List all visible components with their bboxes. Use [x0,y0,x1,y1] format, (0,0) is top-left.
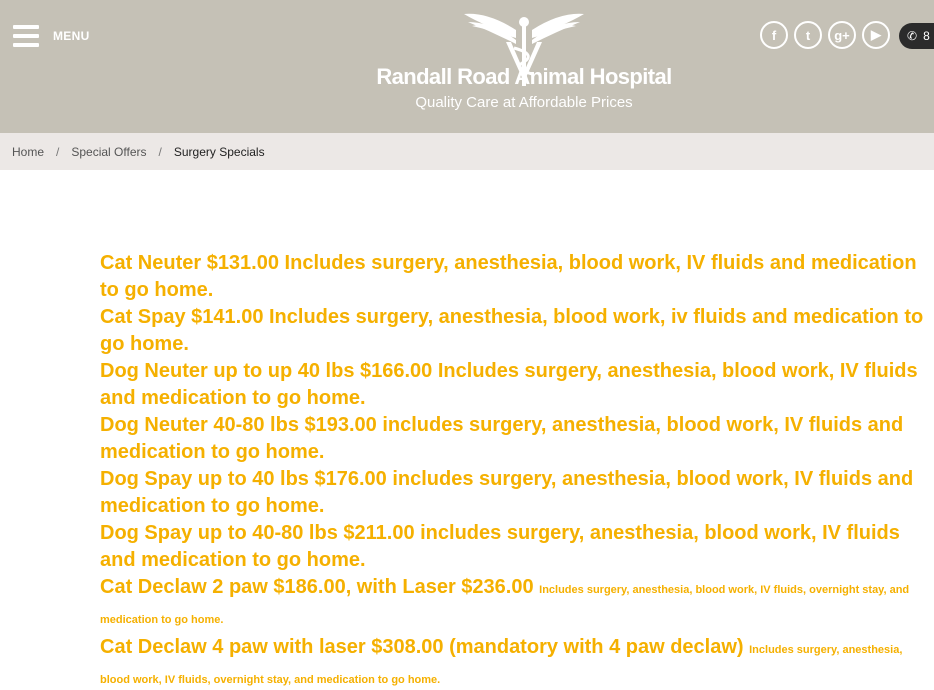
offer-item [100,574,934,634]
menu-button[interactable] [13,23,90,49]
offer-main-text: Dog Spay up to 40-80 lbs $211.00 includes surgery, anesthesia, blood work, IV fluids and medication to go home. [100,522,900,571]
phone-number: 8 [923,29,930,43]
offer-item [100,304,934,358]
site-logo[interactable] [372,8,676,118]
hamburger-icon [13,24,39,48]
surgery-specials-list [100,250,934,690]
social-links [760,21,896,49]
facebook-icon[interactable]: f [760,21,788,49]
breadcrumb-home[interactable]: Home [12,144,45,159]
offer-main-text: Cat Declaw 4 paw with laser $308.00 (mandatory with 4 paw declaw) [100,636,750,658]
phone-button[interactable] [899,23,934,49]
youtube-icon[interactable]: ▶ [862,21,890,49]
offer-details-text: Includes surgery, anesthesia, blood work, IV fluids, overnight stay, and medication to go home. [100,644,903,686]
logo-hospital-name: Randall Road Animal Hospital [376,64,672,89]
offer-item [100,520,934,574]
offer-main-text: Cat Neuter $131.00 Includes surgery, anesthesia, blood work, IV fluids and medication to go home. [100,252,917,301]
breadcrumb-separator: / [56,144,60,159]
breadcrumb-current: Surgery Specials [173,144,265,159]
breadcrumb-separator: / [158,144,162,159]
offer-main-text: Dog Neuter 40-80 lbs $193.00 includes surgery, anesthesia, blood work, IV fluids and medication to go home. [100,414,904,463]
offer-main-text: Cat Spay $141.00 Includes surgery, anesthesia, blood work, iv fluids and medication to go home. [100,306,924,355]
offer-details-text: Includes surgery, anesthesia, blood work, IV fluids, overnight stay, and medication to go home. [100,584,910,626]
breadcrumb [0,133,934,170]
google-plus-icon[interactable]: g+ [828,21,856,49]
twitter-icon[interactable]: t [794,21,822,49]
offer-item [100,358,934,412]
offer-item [100,466,934,520]
offer-main-text: Dog Neuter up to up 40 lbs $166.00 Includes surgery, anesthesia, blood work, IV fluids and medication to go home. [100,360,918,409]
offer-item [100,412,934,466]
menu-label: MENU [53,29,90,43]
breadcrumb-special-offers[interactable]: Special Offers [71,144,147,159]
offer-item [100,250,934,304]
offer-item [100,634,934,690]
offer-main-text: Dog Spay up to 40 lbs $176.00 includes surgery, anesthesia, blood work, IV fluids and medication to go home. [100,468,914,517]
logo-tagline: Quality Care at Affordable Prices [415,94,633,111]
site-header [0,0,934,133]
phone-icon: ✆ [907,29,918,43]
offer-main-text: Cat Declaw 2 paw $186.00, with Laser $236.00 [100,576,540,598]
